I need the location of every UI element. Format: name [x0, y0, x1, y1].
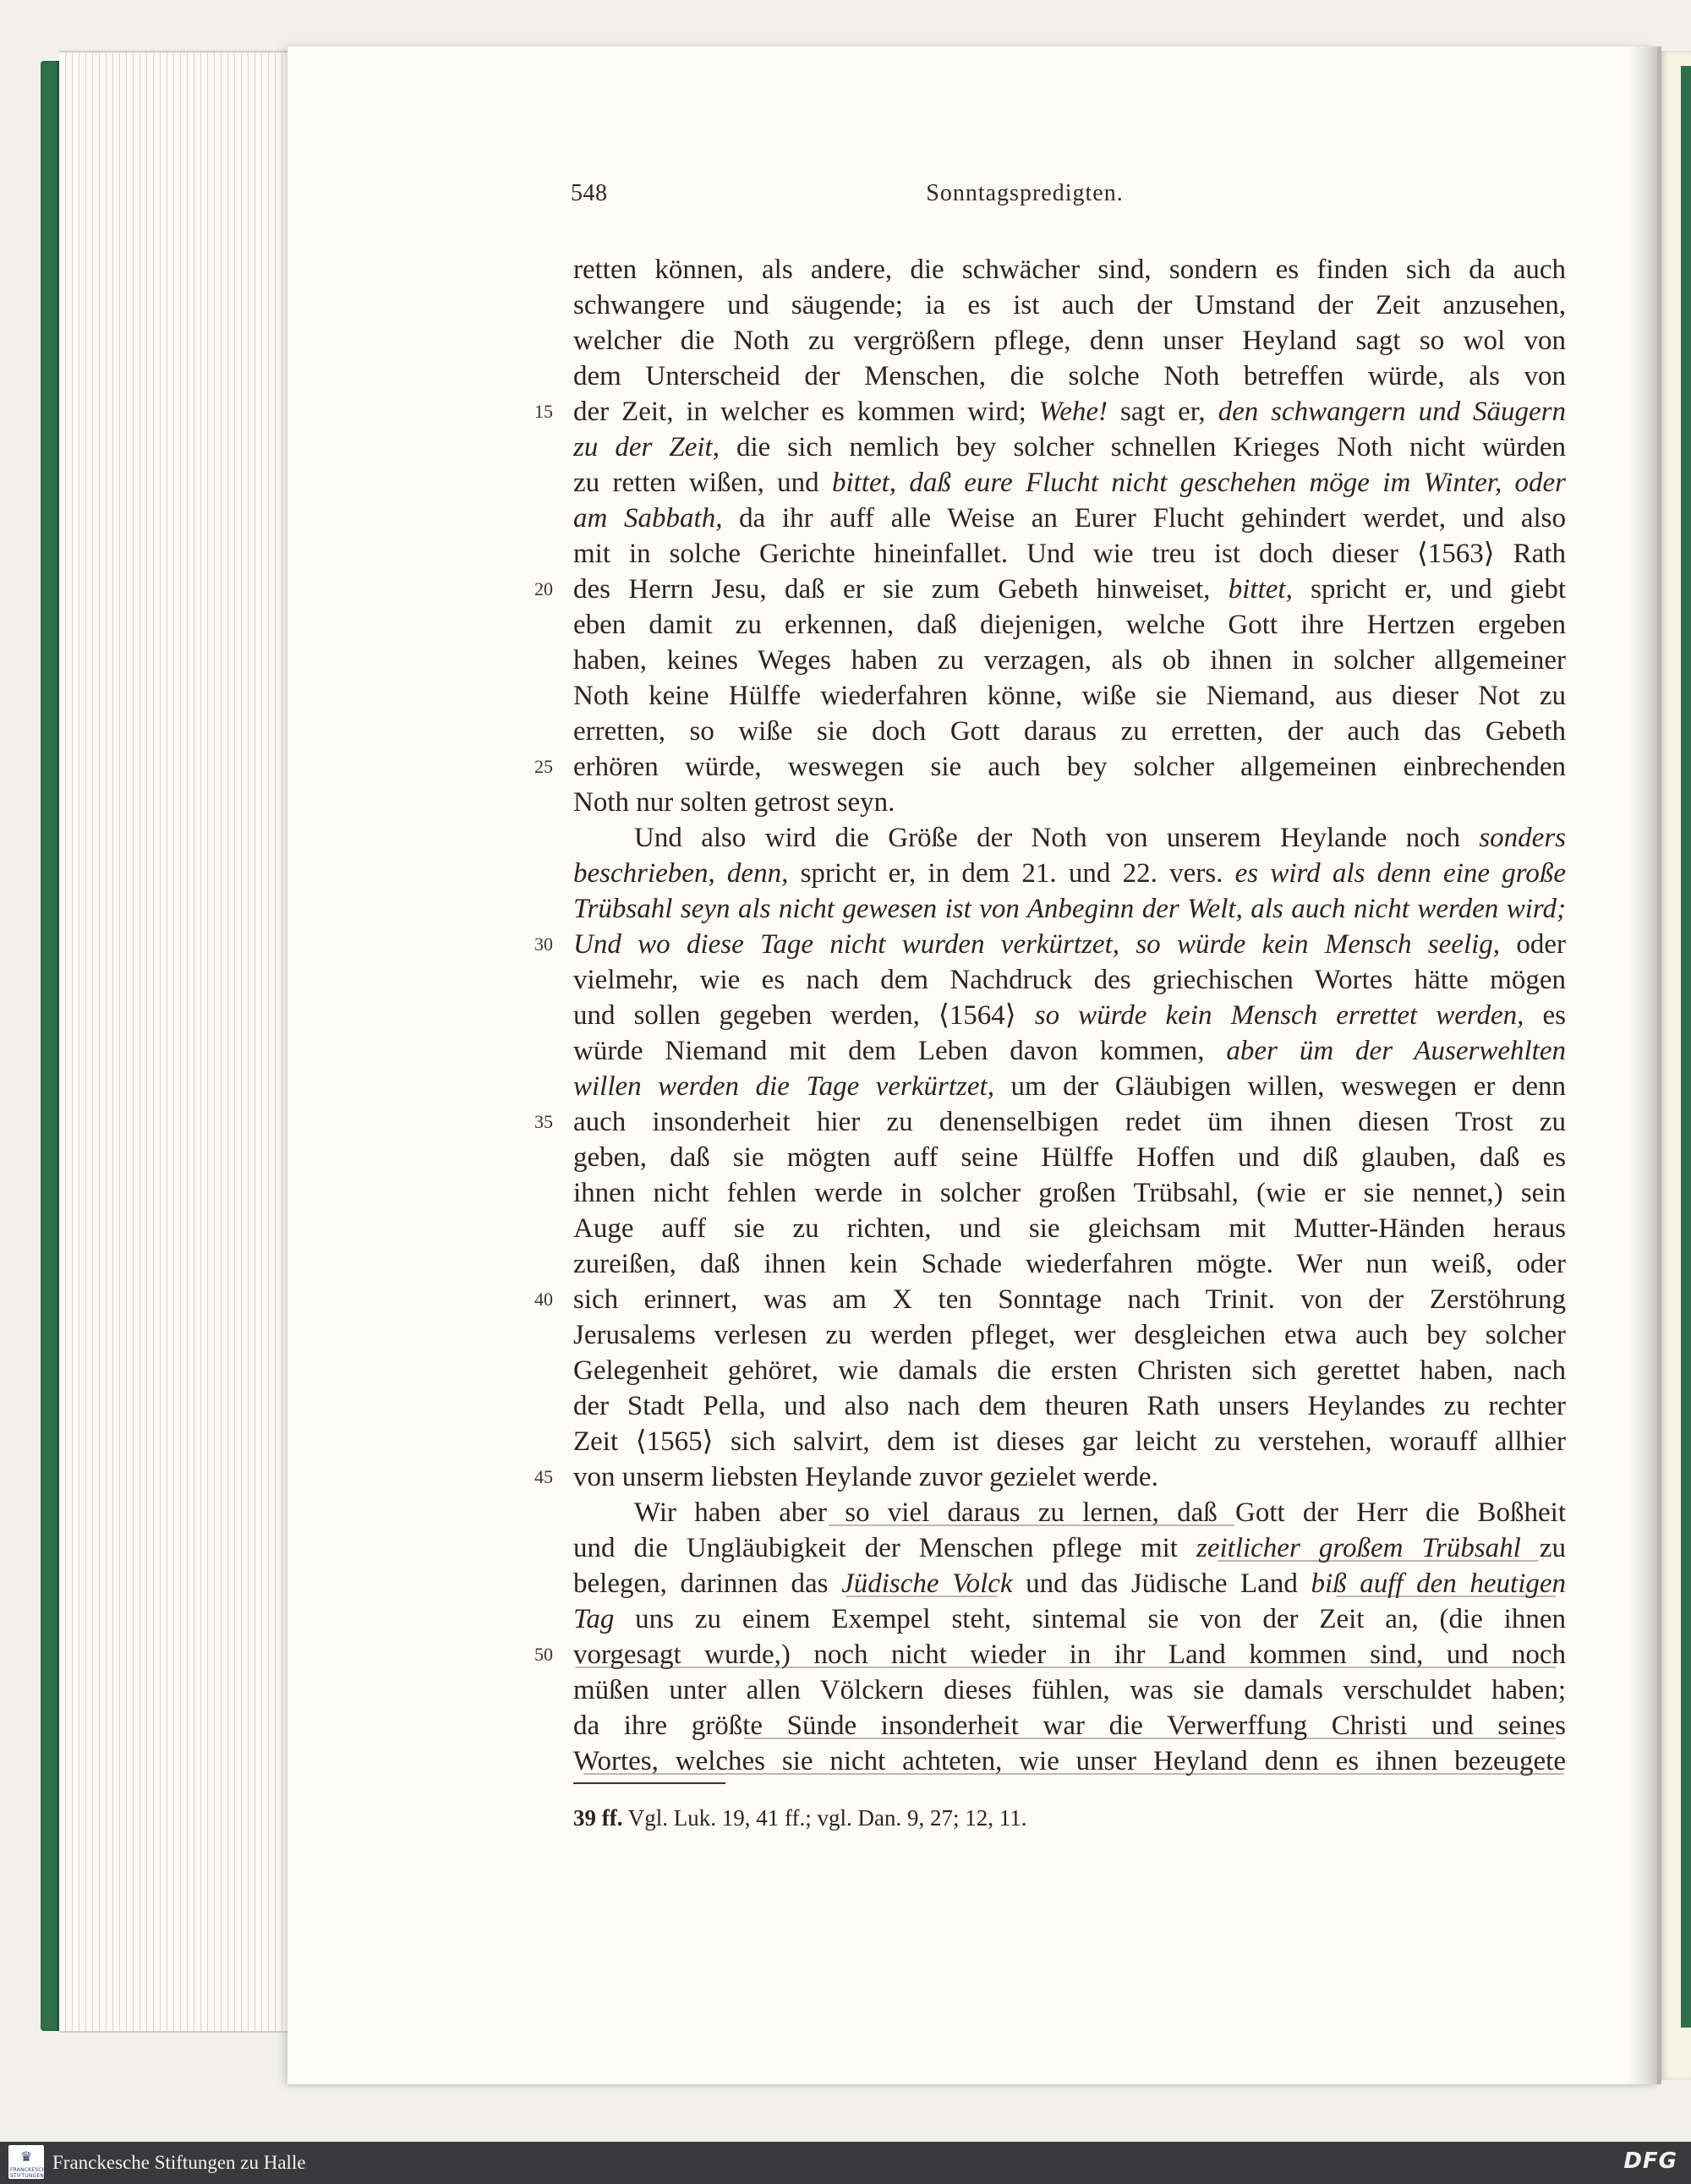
line-number: 25: [534, 756, 553, 777]
italic-quote: bittet,: [1228, 574, 1293, 605]
text-line: Wortes, welches sie nicht achteten, wie unser Heyland denn es ihnen bezeugete: [573, 1746, 1566, 1776]
text-line: Gelegenheit gehöret, wie damals die ersten Christen sich gerettet haben, nach: [573, 1355, 1566, 1386]
text-line: müßen unter allen Völckern dieses fühlen, was sie damals verschuldet haben;: [573, 1675, 1566, 1705]
text-line: vorgesagt wurde,) noch nicht wieder in ihr Land kommen sind, und noch: [573, 1639, 1566, 1670]
text-line: Zeit ⟨1565⟩ sich salvirt, dem ist dieses gar leicht zu verstehen, worauff allhier: [573, 1426, 1566, 1457]
text-line: zu der Zeit, die sich nemlich bey solcher schnellen Krieges Noth nicht würden: [573, 432, 1566, 463]
crown-icon: ♛: [19, 2148, 33, 2165]
text-line: haben, keines Weges haben zu verzagen, als ob ihnen in solcher allgemeiner: [573, 645, 1566, 676]
text-line: welcher die Noth zu vergrößern pflege, denn unser Heyland sagt so wol von: [573, 326, 1566, 356]
italic-quote: beschrieben, denn,: [573, 858, 789, 889]
running-title: Sonntagspredigten.: [926, 180, 1124, 206]
italic-quote: Trübsahl seyn als nicht gewesen ist von Anbeginn der Welt, als auch nicht werden wird;: [573, 894, 1566, 924]
italic-quote: zu der Zeit,: [573, 432, 720, 463]
text-line: beschrieben, denn, spricht er, in dem 21. und 22. vers. es wird als denn eine große: [573, 858, 1567, 889]
italic-quote: am Sabbath,: [573, 503, 723, 534]
line-number: 30: [534, 933, 553, 955]
text-line: Tag uns zu einem Exempel steht, sintemal sie von der Zeit an, (die ihnen: [573, 1604, 1567, 1634]
footnote-ref: 39 ff.: [573, 1805, 623, 1831]
text-line: belegen, darinnen das Jüdische Volck und das Jüdische Land biß auff den heutigen: [573, 1568, 1567, 1599]
text-line: ihnen nicht fehlen werde in solcher großen Trübsahl, (wie er sie nennet,) sein: [573, 1178, 1566, 1208]
text-line: der Stadt Pella, und also nach dem theuren Rath unsers Heylandes zu rechter: [573, 1391, 1566, 1421]
line-number: 20: [534, 578, 553, 599]
footnote-text: Vgl. Luk. 19, 41 ff.; vgl. Dan. 9, 27; 12, 11.: [627, 1805, 1027, 1831]
text-line: zu retten wißen, und bittet, daß eure Flucht nicht geschehen möge im Winter, oder: [573, 468, 1567, 498]
text-line: Wir haben aber so viel daraus zu lernen, daß Gott der Herr die Boßheit: [634, 1497, 1566, 1528]
footnote-rule: [573, 1782, 725, 1784]
text-line: erretten, so wiße sie doch Gott daraus zu erretten, der auch das Gebeth: [573, 716, 1566, 747]
text-line: retten können, als andere, die schwächer sind, sondern es finden sich da auch: [573, 255, 1566, 285]
italic-quote: bittet, daß eure Flucht nicht geschehen möge im Winter, oder: [831, 468, 1567, 498]
text-line: und sollen gegeben werden, ⟨1564⟩ so würde kein Mensch errettet werden, es: [573, 1000, 1566, 1031]
text-line: erhören würde, weswegen sie auch bey solcher allgemeinen einbrechenden: [573, 752, 1566, 782]
text-line: dem Unterscheid der Menschen, die solche Noth betreffen würde, als von: [573, 361, 1566, 391]
italic-quote: biß auff den heutigen: [1311, 1568, 1567, 1599]
text-line: und die Ungläubigkeit der Menschen pflege mit zeitlicher großem Trübsahl zu: [573, 1533, 1567, 1563]
text-line: zureißen, daß ihnen kein Schade wiederfahren mögte. Wer nun weiß, oder: [573, 1249, 1566, 1279]
pencil-underline: [1336, 1596, 1556, 1597]
text-line: sich erinnert, was am X ten Sonntage nach Trinit. von der Zerstöhrung: [573, 1284, 1566, 1315]
text-line: Noth keine Hülffe wiederfahren könne, wiße sie Niemand, aus dieser Not zu: [573, 681, 1566, 711]
text-line: willen werden die Tage verkürtzet, um der Gläubigen willen, weswegen er denn: [573, 1071, 1567, 1102]
italic-quote: sonders: [1479, 823, 1567, 853]
text-line: der Zeit, in welcher es kommen wird; Wehe! sagt er, den schwangern und Säugern: [573, 397, 1566, 427]
pencil-underline: [846, 1596, 998, 1597]
text-line: von unserm liebsten Heylande zuvor gezielet werde.: [573, 1462, 1158, 1492]
line-number: 50: [534, 1644, 553, 1665]
italic-quote: Jüdische Volck: [841, 1568, 1013, 1599]
institution-logo-text: FRANCKESCHE STIFTUNGEN: [10, 2167, 50, 2179]
text-line: des Herrn Jesu, daß er sie zum Gebeth hinweiset, bittet, spricht er, und giebt: [573, 574, 1566, 605]
line-number: 40: [534, 1289, 553, 1310]
text-line: Jerusalems verlesen zu werden pfleget, wer desgleichen etwa auch bey solcher: [573, 1320, 1566, 1350]
text-line: Auge auff sie zu richten, und sie gleichsam mit Mutter-Händen heraus: [573, 1213, 1566, 1244]
text-line: Und also wird die Größe der Noth von unserem Heylande noch sonders: [634, 823, 1567, 853]
pencil-underline: [575, 1667, 1556, 1668]
book-cover-right: [1681, 66, 1691, 2028]
text-line: Und wo diese Tage nicht wurden verkürtzet, so würde kein Mensch seelig, oder: [573, 929, 1566, 960]
line-number: 45: [534, 1466, 553, 1487]
pencil-underline: [1218, 1560, 1539, 1562]
text-line: geben, daß sie mögten auff seine Hülffe Hoffen und diß glauben, daß es: [573, 1142, 1566, 1173]
pencil-underline: [744, 1738, 1556, 1739]
line-number: 15: [534, 401, 553, 422]
page-gutter: [1628, 47, 1661, 2084]
italic-quote: willen werden die Tage verkürtzet,: [573, 1071, 994, 1102]
italic-quote: es wird als denn eine große: [1234, 858, 1567, 889]
italic-quote: Wehe!: [1038, 397, 1108, 427]
text-line: auch insonderheit hier zu denenselbigen redet üm ihnen diesen Trost zu: [573, 1107, 1566, 1137]
page-number: 548: [571, 180, 608, 206]
book-cover-left: [41, 61, 59, 2031]
dfg-logo: DFG: [1623, 2148, 1677, 2174]
italic-quote: aber üm der Auserwehlten: [1226, 1036, 1566, 1066]
text-line: vielmehr, wie es nach dem Nachdruck des griechischen Wortes hätte mögen: [573, 965, 1566, 995]
text-line: mit in solche Gerichte hineinfallet. Und wie treu ist doch dieser ⟨1563⟩ Rath: [573, 539, 1566, 569]
line-number: 35: [534, 1111, 553, 1132]
text-line: am Sabbath, da ihr auff alle Weise an Eurer Flucht gehindert werdet, und also: [573, 503, 1567, 534]
italic-quote: zeitlicher großem Trübsahl: [1196, 1533, 1521, 1563]
italic-quote: den schwangern und Säugern: [1218, 397, 1566, 427]
text-line: da ihre größte Sünde insonderheit war die Verwerffung Christi und seines: [573, 1711, 1566, 1741]
text-line: schwangere und säugende; ia es ist auch der Umstand der Zeit anzusehen,: [573, 290, 1566, 320]
italic-quote: Und wo diese Tage nicht wurden verkürtzet, so würde kein Mensch seelig,: [573, 929, 1501, 960]
pencil-underline: [829, 1524, 1234, 1526]
italic-quote: Tag: [573, 1604, 615, 1634]
text-line: würde Niemand mit dem Leben davon kommen, aber üm der Auserwehlten: [573, 1036, 1566, 1066]
institution-name: Franckesche Stiftungen zu Halle: [52, 2152, 306, 2173]
text-line: eben damit zu erkennen, daß diejenigen, welche Gott ihre Hertzen ergeben: [573, 610, 1566, 640]
text-line: Noth nur solten getrost seyn.: [573, 787, 895, 818]
footnote: [573, 1801, 1026, 1835]
italic-quote: so würde kein Mensch errettet werden,: [1034, 1000, 1524, 1031]
pencil-underline: [583, 1773, 1564, 1775]
text-line: [573, 891, 1566, 927]
